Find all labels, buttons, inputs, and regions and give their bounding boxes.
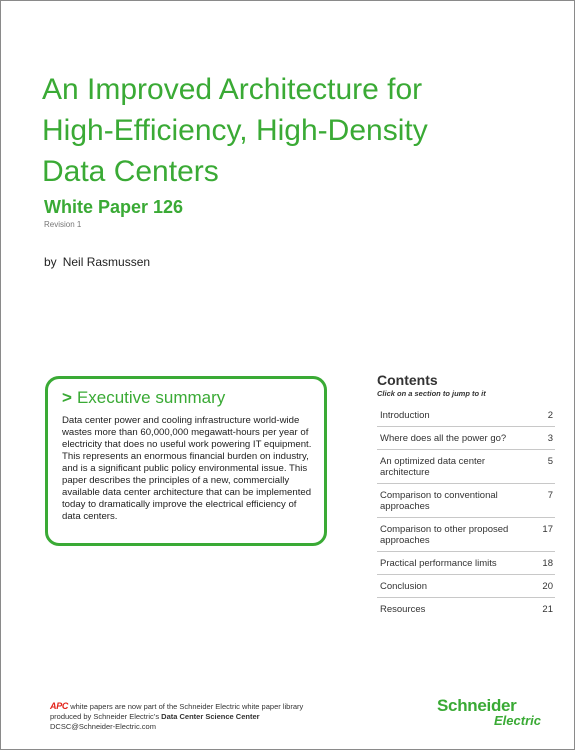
executive-summary-box bbox=[45, 376, 327, 546]
footer-line-1 bbox=[50, 701, 380, 712]
toc-item-comparison-conventional[interactable] bbox=[377, 483, 555, 517]
footer-line-2 bbox=[50, 712, 380, 722]
revision-label: Revision 1 bbox=[44, 220, 82, 229]
toc-item-page: 5 bbox=[547, 456, 553, 467]
document-title bbox=[42, 69, 522, 192]
title-line-2: High-Efficiency, High-Density bbox=[42, 114, 428, 147]
toc-item-optimized-architecture[interactable] bbox=[377, 449, 555, 483]
toc-item-conclusion[interactable] bbox=[377, 574, 555, 597]
executive-summary-heading bbox=[62, 388, 225, 408]
executive-summary-title: Executive summary bbox=[76, 388, 226, 407]
white-paper-number: White Paper 126 bbox=[44, 197, 184, 217]
toc-item-label: Comparison to other proposed approaches bbox=[380, 524, 509, 546]
toc-item-label: Where does all the power go? bbox=[380, 433, 507, 444]
toc-item-page: 20 bbox=[542, 581, 553, 592]
toc-item-page: 7 bbox=[547, 490, 553, 501]
toc-item-page: 3 bbox=[547, 433, 553, 444]
footer-line-2-text: produced by Schneider Electric’s bbox=[50, 712, 162, 721]
chevron-right-icon: > bbox=[62, 388, 72, 407]
toc-item-page: 17 bbox=[542, 524, 553, 535]
toc-item-where-does-power-go[interactable] bbox=[377, 426, 555, 449]
executive-summary-text: Data center power and cooling infrastructure world-wide wastes more than 60,000,000 megawatt-hours per year of electricity that does no useful work powering IT equipment. This represents an enormous financial burden on industry, and is a significant public policy environmental issue. This paper describes the principles of a new, commercially available data center architecture that can be implemented today to dramatically improve the electrical efficiency of data centers. bbox=[62, 415, 312, 522]
author-line bbox=[44, 255, 150, 269]
brand-name-bottom: Electric bbox=[494, 713, 541, 728]
footer-center-name: Data Center Science Center bbox=[161, 712, 260, 721]
toc-item-label: Conclusion bbox=[380, 581, 427, 592]
toc-item-label: Comparison to conventional approaches bbox=[380, 490, 498, 512]
author-name: Neil Rasmussen bbox=[62, 255, 151, 269]
author-prefix: by bbox=[44, 255, 57, 269]
apc-logo: APC bbox=[50, 701, 69, 711]
brand-name-top: Schneider bbox=[437, 696, 517, 715]
toc-item-page: 2 bbox=[547, 410, 553, 421]
title-line-3: Data Centers bbox=[42, 155, 219, 188]
toc-list bbox=[377, 404, 555, 620]
title-line-1: An Improved Architecture for bbox=[42, 73, 423, 106]
footer-line-1-text: white papers are now part of the Schneider Electric white paper library bbox=[70, 702, 304, 711]
schneider-electric-logo bbox=[437, 697, 547, 727]
toc-item-label: Introduction bbox=[380, 410, 430, 421]
toc-item-introduction[interactable] bbox=[377, 404, 555, 426]
toc-item-label: Resources bbox=[380, 604, 426, 615]
toc-item-comparison-other[interactable] bbox=[377, 517, 555, 551]
toc-item-resources[interactable] bbox=[377, 597, 555, 620]
toc-item-label: An optimized data center architecture bbox=[380, 456, 486, 478]
footer-email[interactable]: DCSC@Schneider-Electric.com bbox=[50, 722, 156, 731]
toc-item-label: Practical performance limits bbox=[380, 558, 497, 569]
table-of-contents bbox=[377, 372, 555, 620]
contents-subtitle: Click on a section to jump to it bbox=[377, 389, 486, 398]
toc-item-page: 21 bbox=[542, 604, 553, 615]
contents-title: Contents bbox=[377, 372, 438, 388]
footer-note bbox=[50, 701, 380, 732]
toc-item-page: 18 bbox=[542, 558, 553, 569]
toc-item-performance-limits[interactable] bbox=[377, 551, 555, 574]
